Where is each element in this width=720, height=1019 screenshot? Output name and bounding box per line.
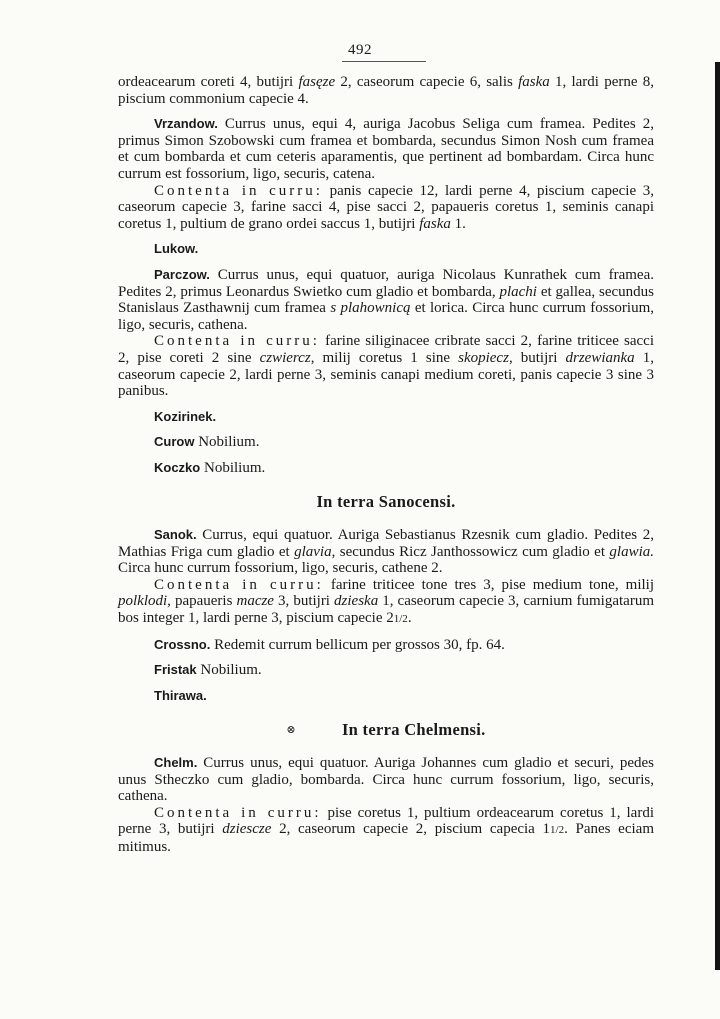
contenta-parczow: Contenta in curru: farine siliginacee cribrate sacci 2, farine triticee sacci 2, pise coreti 2 sine czwiercz, milij coretus 1 sine skopiecz, butijri drzewianka 1, caseorum capecie 2, lardi perne 3, seminis canapi medium coreti, panis capecie 3 sine 3 panibus.	[118, 333, 654, 400]
contenta-chelm: Contenta in curru: pise coretus 1, pultium ordeacearum coretus 1, lardi perne 3, butijri dziescze 2, caseorum capecie 2, piscium capecia 11/2. Panes eciam mitimus.	[118, 804, 654, 855]
contenta-sanok: Contenta in curru: farine triticee tone tres 3, pise medium tone, milij polklodi, papaueris macze 3, butijri dzieska 1, caseorum capecie 3, carnium fumigatarum bos integer 1, lardi perne 3, piscium capecie 21/2.	[118, 576, 654, 627]
entry-parczow: Parczow. Currus unus, equi quatuor, auriga Nicolaus Kunrathek cum framea. Pedites 2, primus Leonardus Swietko cum gladio et bombarda, plachi et gallea, secundus Stanislaus Zasthawnij cum framea s plahownicą et lorica. Circa hunc currum fossorium, ligo, securis, cathena.	[118, 266, 654, 333]
entry-curow: Curow Nobilium.	[154, 434, 260, 451]
page-number: 492	[348, 42, 372, 58]
scan-edge-shadow	[715, 62, 720, 970]
page-body	[118, 74, 654, 865]
section-heading-sanocensi: In terra Sanocensi.	[316, 492, 456, 512]
entry-koczko: Koczko Nobilium.	[154, 459, 266, 476]
entry-sanok: Sanok. Currus, equi quatuor. Auriga Sebastianus Rzesnik cum gladio. Pedites 2, Mathias Friga cum gladio et glavia, secundus Ricz Janthossowicz cum gladio et glawia. Circa hunc currum fossorium, ligo, securis, cathene 2.	[118, 527, 654, 577]
entry-vrzandow: Vrzandow. Currus unus, equi 4, auriga Jacobus Seliga cum framea. Pedites 2, primus Simon Szobowski cum framea et bombarda, secundus Simon Nosh cum framea et cum bombarda et cum ceteris aparamentis, que pertinent ad bombardam. Circa hunc currum est fossorium, ligo, securis, catena.	[118, 116, 654, 182]
entry-kozirinek: Kozirinek.	[154, 408, 217, 424]
entry-lukow: Lukow.	[154, 241, 199, 257]
page-number-rule	[342, 61, 426, 62]
contenta-vrzandow: Contenta in curru: panis capecie 12, lardi perne 4, piscium capecie 3, caseorum capecie 3, farine sacci 4, pise sacci 2, papaueris coretus 1, seminis canapi coretus 1, pultium de grano ordei saccus 1, butijri faska 1.	[118, 182, 655, 232]
entry-crossno: Crossno. Redemit currum bellicum per grossos 30, fp. 64.	[154, 636, 505, 653]
section-heading-chelmensi: ⊗ In terra Chelmensi.	[286, 720, 486, 740]
entry-fristak: Fristak Nobilium.	[154, 662, 262, 679]
entry-chelm: Chelm. Currus unus, equi quatuor. Auriga Johannes cum gladio et securi, pedes unus Stheczko cum gladio, bombarda. Circa hunc currum fossorium, ligo, securis, cathena.	[118, 755, 654, 805]
entry-name: Vrzandow.	[154, 116, 218, 132]
entry-thirawa: Thirawa.	[154, 687, 207, 703]
ornament-icon: ⊗	[286, 724, 296, 737]
paragraph-continuation: ordeacearum coreti 4, butijri fasęze 2, caseorum capecie 6, salis faska 1, lardi perne 8, piscium commonium capecie 4.	[118, 74, 654, 107]
